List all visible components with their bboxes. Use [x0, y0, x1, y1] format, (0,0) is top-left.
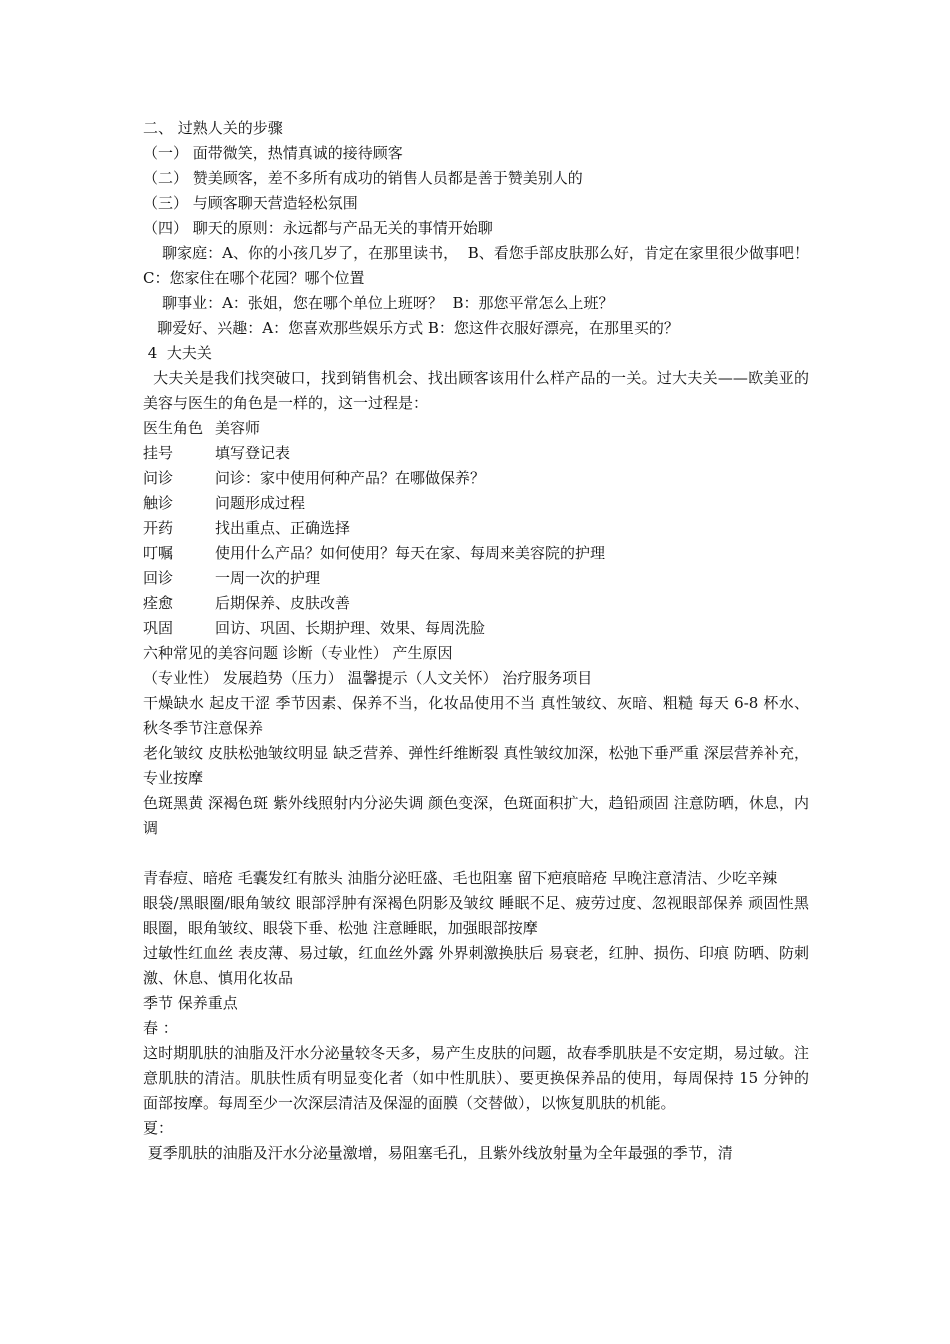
- role-row: [143, 491, 809, 516]
- role-row: [143, 566, 809, 591]
- blank-line: [143, 841, 809, 866]
- role-value: 回访、巩固、长期护理、效果、每周洗脸: [215, 619, 486, 637]
- role-key: 巩固: [143, 619, 174, 637]
- role-row: [143, 541, 809, 566]
- role-value: 问诊：家中使用何种产品？在哪做保养？: [215, 469, 486, 487]
- role-key: 医生角色: [143, 419, 204, 437]
- season-header: 季节 保养重点: [143, 994, 238, 1012]
- step-1: （一） 面带微笑，热情真诚的接待顾客: [143, 144, 403, 162]
- problem-row-acne: 青春痘、暗疮 毛囊发红有脓头 油脂分泌旺盛、毛也阻塞 留下疤痕暗疮 早晚注意清洁、少吃辛辣: [143, 869, 778, 887]
- spring-label: 春 ：: [143, 1019, 178, 1037]
- role-value: 问题形成过程: [215, 494, 306, 512]
- problem-row-allergy: 过敏性红血丝 表皮薄、易过敏，红血丝外露 外界刺激换肤后 易衰老，红肿、损伤、印痕 防晒、防刺激、休息、慎用化妆品: [143, 944, 809, 987]
- role-value: 美容师: [215, 419, 261, 437]
- role-row: [143, 591, 809, 616]
- role-key: 挂号: [143, 444, 174, 462]
- role-row: [143, 416, 809, 441]
- role-value: 一周一次的护理: [215, 569, 321, 587]
- heading-section-4: 4 大夫关: [143, 344, 212, 362]
- role-key: 叮嘱: [143, 544, 174, 562]
- chat-family: 聊家庭：A、你的小孩几岁了，在那里读书， B、看您手部皮肤那么好，肯定在家里很少做事吧！ C：您家住在哪个花园？哪个位置: [143, 244, 819, 287]
- role-key: 问诊: [143, 469, 174, 487]
- problems-header-1: 六种常见的美容问题 诊断（专业性） 产生原因: [143, 644, 453, 662]
- problem-row-dry: 干燥缺水 起皮干涩 季节因素、保养不当，化妆品使用不当 真性皱纹、灰暗、粗糙 每天 6-8 杯水、秋冬季节注意保养: [143, 694, 809, 737]
- problems-header-2: （专业性） 发展趋势（压力） 温馨提示（人文关怀） 治疗服务项目: [143, 669, 593, 687]
- summer-label: 夏：: [143, 1119, 174, 1137]
- role-value: 使用什么产品？如何使用？每天在家、每周来美容院的护理: [215, 544, 606, 562]
- step-3: （三） 与顾客聊天营造轻松氛围: [143, 194, 358, 212]
- problem-row-aging: 老化皱纹 皮肤松弛皱纹明显 缺乏营养、弹性纤维断裂 真性皱纹加深，松弛下垂严重 深层营养补充，专业按摩: [143, 744, 809, 787]
- step-2: （二） 赞美顾客，差不多所有成功的销售人员都是善于赞美别人的: [143, 169, 583, 187]
- role-key: 开药: [143, 519, 174, 537]
- document-body: [143, 116, 819, 1166]
- heading-section-2: 二、 过熟人关的步骤: [143, 119, 283, 137]
- role-row: [143, 441, 809, 466]
- role-row: [143, 516, 809, 541]
- role-value: 后期保养、皮肤改善: [215, 594, 351, 612]
- step-4: （四） 聊天的原则：永远都与产品无关的事情开始聊: [143, 219, 493, 237]
- summer-text: 夏季肌肤的油脂及汗水分泌量激增，易阻塞毛孔，且紫外线放射量为全年最强的季节，清: [143, 1144, 733, 1162]
- role-key: 痊愈: [143, 594, 174, 612]
- role-row: [143, 616, 809, 641]
- spring-text: 这时期肌肤的油脂及汗水分泌量较冬天多，易产生皮肤的问题，故春季肌肤是不安定期，易过敏。注意肌肤的清洁。肌肤性质有明显变化者（如中性肌肤）、要更换保养品的使用，每周保持 15 分钟的面部按摩。每周至少一次深层清洁及保湿的面膜（交替做），以恢复肌肤的机能。: [143, 1044, 809, 1112]
- section-4-intro: 大夫关是我们找突破口，找到销售机会、找出顾客该用什么样产品的一关。过大夫关——欧美亚的美容与医生的角色是一样的，这一过程是：: [143, 369, 809, 412]
- role-row: [143, 466, 809, 491]
- chat-hobby: 聊爱好、兴趣：A：您喜欢那些娱乐方式 B：您这件衣服好漂亮，在那里买的？: [143, 319, 679, 337]
- role-key: 触诊: [143, 494, 174, 512]
- role-value: 填写登记表: [215, 444, 291, 462]
- chat-career: 聊事业：A：张姐，您在哪个单位上班呀？ B：那您平常怎么上班？: [143, 294, 614, 312]
- problem-row-spots: 色斑黑黄 深褐色斑 紫外线照射内分泌失调 颜色变深，色斑面积扩大，趋铅顽固 注意防晒，休息，内调: [143, 794, 809, 837]
- role-value: 找出重点、正确选择: [215, 519, 351, 537]
- role-key: 回诊: [143, 569, 174, 587]
- problem-row-eyes: 眼袋/黑眼圈/眼角皱纹 眼部浮肿有深褐色阴影及皱纹 睡眠不足、疲劳过度、忽视眼部保养 顽固性黑眼圈，眼角皱纹、眼袋下垂、松弛 注意睡眠，加强眼部按摩: [143, 894, 809, 937]
